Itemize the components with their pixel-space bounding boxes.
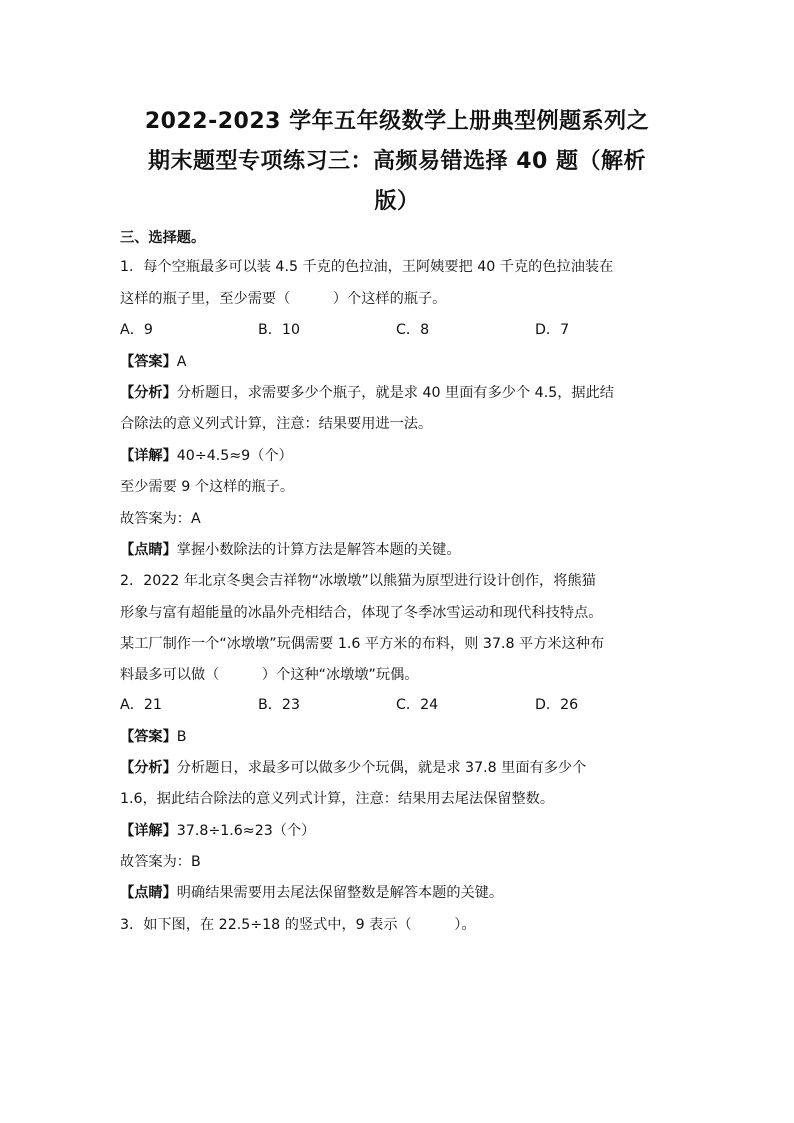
q1-analysis-text-1: 分析题日，求需要多少个瓶子，就是求 40 里面有多少个 4.5，据此结 [176, 385, 614, 401]
q1-detail-line-2: 至少需要 9 个这样的瓶子。 [120, 479, 295, 495]
q2-stem-line-4: 料最多可以做（ ）个这种“冰墩墩”玩偶。 [120, 667, 419, 683]
q2-comment-tag: 【点睛】 [120, 885, 177, 901]
q1-answer-value: A [176, 354, 187, 370]
doc-title-line-3: 版） [374, 189, 420, 214]
q2-option-a: A．21 [120, 697, 162, 713]
q1-option-a: A．9 [120, 322, 153, 338]
q1-analysis-line-2: 合除法的意义列式计算，注意：结果要用进一法。 [120, 416, 433, 432]
q1-comment [120, 540, 461, 560]
q2-stem-line-1: 2．2022 年北京冬奥会吉祥物“冰墩墩”以熊猫为原型进行设计创作，将熊猫 [120, 573, 596, 589]
q2-conclusion: 故答案为：B [120, 854, 201, 870]
doc-title-line-2: 期末题型专项练习三：高频易错选择 40 题（解析 [148, 149, 646, 174]
q1-option-d: D．7 [535, 322, 570, 338]
q1-detail-text-1: 40÷4.5≈9（个） [176, 448, 293, 464]
doc-title-line-1: 2022-2023 学年五年级数学上册典型例题系列之 [144, 109, 650, 134]
q2-answer-value: B [176, 729, 187, 745]
q1-analysis-tag: 【分析】 [120, 385, 177, 401]
q1-detail-tag: 【详解】 [120, 448, 177, 464]
q1-conclusion: 故答案为：A [120, 511, 201, 527]
q2-option-d: D．26 [535, 697, 579, 713]
q2-comment-text: 明确结果需要用去尾法保留整数是解答本题的关键。 [176, 885, 504, 901]
q1-analysis-line-1 [120, 383, 614, 403]
q1-answer [120, 352, 186, 372]
q1-stem-line-2: 这样的瓶子里，至少需要（ ）个这样的瓶子。 [120, 291, 447, 307]
q2-detail-line-1 [120, 821, 315, 841]
q1-comment-text: 掌握小数除法的计算方法是解答本题的关键。 [176, 542, 461, 558]
q1-stem-line-1: 1．每个空瓶最多可以装 4.5 千克的色拉油，王阿姨要把 40 千克的色拉油装在 [120, 259, 614, 275]
q2-option-c: C．24 [396, 697, 439, 713]
q2-detail-text-1: 37.8÷1.6≈23（个） [176, 823, 316, 839]
q1-option-c: C．8 [396, 322, 430, 338]
q1-comment-tag: 【点睛】 [120, 542, 177, 558]
q2-analysis-text-1: 分析题日，求最多可以做多少个玩偶，就是求 37.8 里面有多少个 [176, 760, 587, 776]
q2-stem-line-3: 某工厂制作一个“冰墩墩”玩偶需要 1.6 平方米的布料，则 37.8 平方米这种布 [120, 636, 605, 652]
q2-answer [120, 727, 187, 747]
q1-answer-tag: 【答案】 [120, 354, 177, 370]
q1-option-b: B．10 [258, 322, 300, 338]
section-heading: 三、选择题。 [120, 230, 206, 246]
q3-stem-line-1: 3．如下图，在 22.5÷18 的竖式中，9 表示（ ）。 [120, 917, 476, 933]
q2-option-b: B．23 [258, 697, 300, 713]
q1-detail-line-1 [120, 446, 293, 466]
q2-stem-line-2: 形象与富有超能量的冰晶外壳相结合，体现了冬季冰雪运动和现代科技特点。 [120, 605, 603, 621]
q2-analysis-line-1 [120, 758, 586, 778]
q2-analysis-line-2: 1.6，据此结合除法的意义列式计算，注意：结果用去尾法保留整数。 [120, 791, 555, 807]
q2-analysis-tag: 【分析】 [120, 760, 177, 776]
q2-answer-tag: 【答案】 [120, 729, 177, 745]
q2-detail-tag: 【详解】 [120, 823, 177, 839]
q2-comment [120, 883, 503, 903]
